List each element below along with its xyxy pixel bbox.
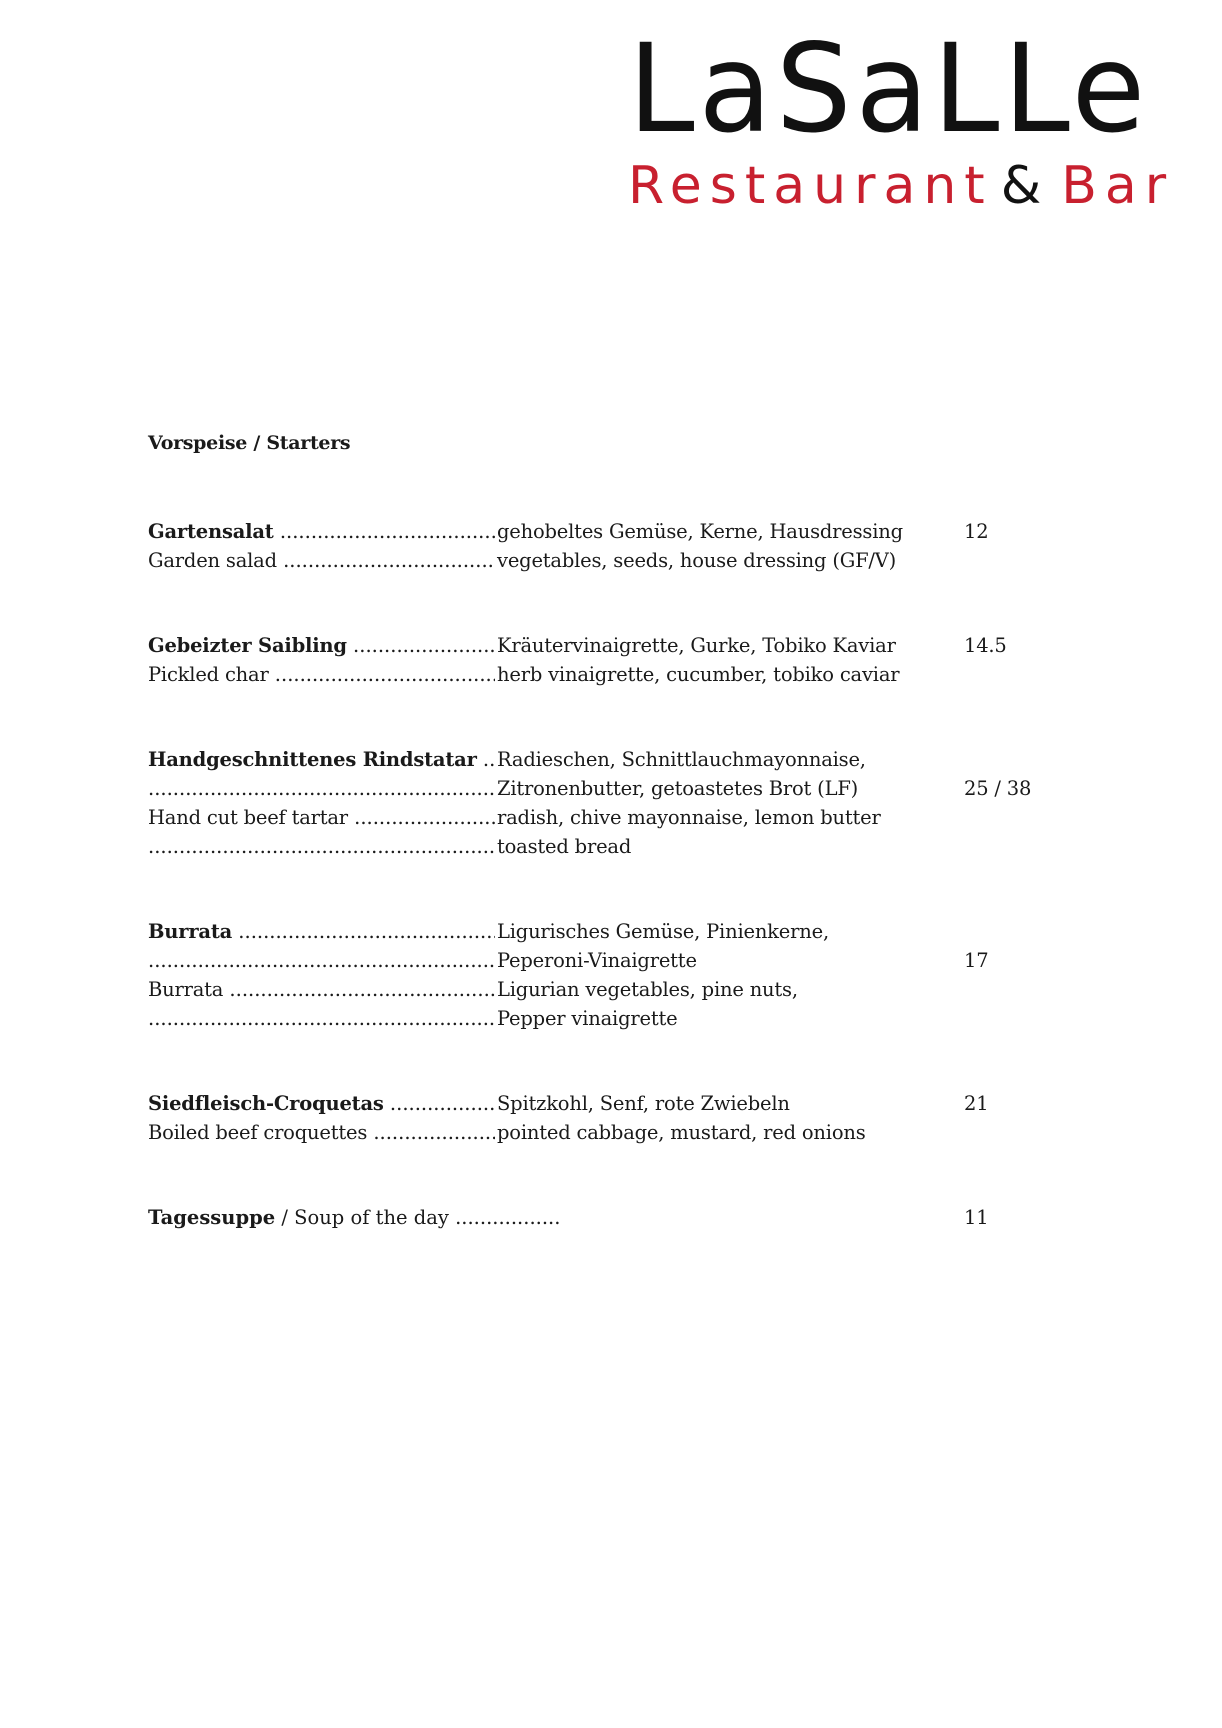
logo-ampersand: & xyxy=(1000,156,1050,216)
dish-name-text: Hand cut beef tartar xyxy=(148,806,348,829)
dish-description: Ligurisches Gemüse, Pinienkerne, xyxy=(497,920,829,943)
dish-description: toasted bread xyxy=(497,835,632,858)
dish-price: 12 xyxy=(964,520,989,543)
dish-description: Zitronenbutter, getoastetes Brot (LF) xyxy=(497,777,859,800)
dish-name xyxy=(148,517,495,547)
dish-description: Kräutervinaigrette, Gurke, Tobiko Kaviar xyxy=(497,634,896,657)
dish-name xyxy=(148,917,495,947)
dish-name xyxy=(148,1118,495,1148)
soup-of-the-day xyxy=(148,1203,560,1233)
dish-name-text: Handgeschnittenes Rindstatar xyxy=(148,748,477,771)
dish-price: 25 / 38 xyxy=(964,777,1032,800)
dish-name-text: Siedfleisch-Croquetas xyxy=(148,1092,384,1115)
dish-name-text: Boiled beef croquettes xyxy=(148,1121,368,1144)
soup-separator: / xyxy=(275,1206,295,1229)
dish-name xyxy=(148,546,495,576)
logo-subtitle-restaurant: Restaurant xyxy=(628,156,993,216)
soup-name-de: Tagessuppe xyxy=(148,1206,276,1229)
logo-subtitle xyxy=(628,156,1174,216)
dish-description: Radieschen, Schnittlauchmayonnaise, xyxy=(497,748,866,771)
dish-price: 21 xyxy=(964,1092,989,1115)
dish-name-text: Gartensalat xyxy=(148,520,274,543)
dish-description: Ligurian vegetables, pine nuts, xyxy=(497,978,798,1001)
dish-name-text: Gebeizter Saibling xyxy=(148,634,347,657)
restaurant-logo xyxy=(628,18,1198,216)
soup-name-en: Soup of the day xyxy=(294,1206,449,1229)
dish-description: Spitzkohl, Senf, rote Zwiebeln xyxy=(497,1092,790,1115)
logo-name: LaSaLLe xyxy=(628,18,1150,160)
dish-name-text: Garden salad xyxy=(148,549,277,572)
dish-name xyxy=(148,660,495,690)
dish-description: gehobeltes Gemüse, Kerne, Hausdressing xyxy=(497,520,903,543)
dish-name-text: Pickled char xyxy=(148,663,269,686)
dish-description: vegetables, seeds, house dressing (GF/V) xyxy=(497,549,897,572)
dish-description: herb vinaigrette, cucumber, tobiko caviar xyxy=(497,663,900,686)
dish-name-text: Burrata xyxy=(148,978,224,1001)
dish-price: 14.5 xyxy=(964,634,1007,657)
dish-name xyxy=(148,745,495,775)
logo-subtitle-bar: Bar xyxy=(1061,156,1175,216)
dish-name xyxy=(148,975,495,1005)
dish-description: Pepper vinaigrette xyxy=(497,1007,678,1030)
dish-name xyxy=(148,1004,495,1034)
dish-price: 17 xyxy=(964,949,989,972)
dish-description: pointed cabbage, mustard, red onions xyxy=(497,1121,866,1144)
dish-name xyxy=(148,946,495,976)
dish-name xyxy=(148,803,495,833)
dish-name xyxy=(148,631,495,661)
dish-description: Peperoni-Vinaigrette xyxy=(497,949,697,972)
section-title: Vorspeise / Starters xyxy=(148,432,351,454)
dish-description: radish, chive mayonnaise, lemon butter xyxy=(497,806,881,829)
dish-name xyxy=(148,774,495,804)
dish-name-text: Burrata xyxy=(148,920,233,943)
soup-leader: ................. xyxy=(448,1206,561,1229)
dish-name xyxy=(148,1089,495,1119)
soup-price: 11 xyxy=(964,1206,989,1229)
dish-name xyxy=(148,832,495,862)
